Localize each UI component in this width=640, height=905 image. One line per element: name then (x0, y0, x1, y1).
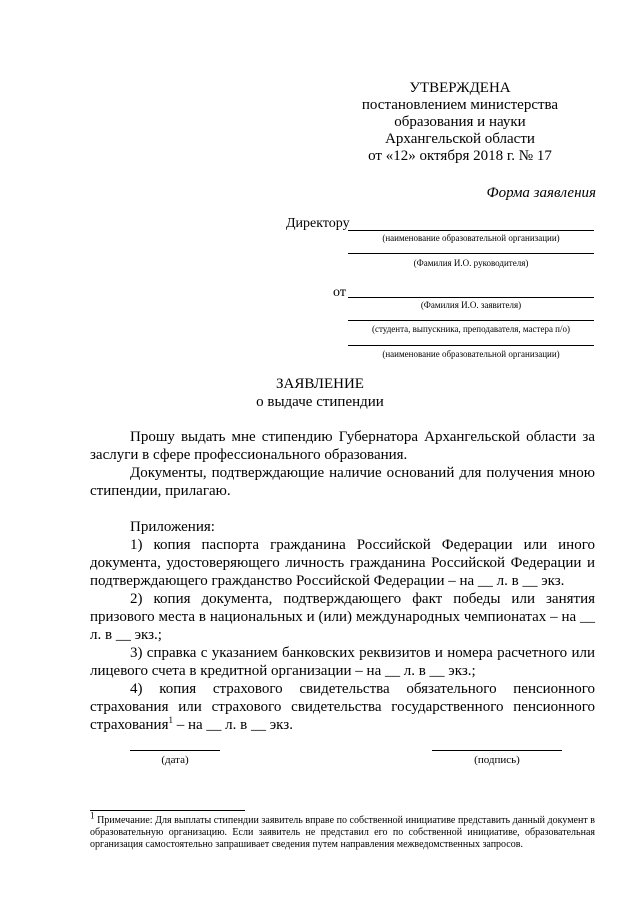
approval-line3: образования и науки (394, 114, 526, 130)
document-title: ЗАЯВЛЕНИЕ (276, 376, 364, 392)
attachment-item-3: 3) справка с указанием банковских реквизитов и номера расчетного или лицевого счета в кредитной организации – на __ л. в __ экз.; (90, 645, 595, 679)
signature-label: (подпись) (474, 754, 520, 766)
director-name-line[interactable] (348, 253, 594, 254)
form-label: Форма заявления (486, 185, 596, 201)
attachment-item-4-text: 4) копия страхового свидетельства обязательного пенсионного страхования или страхового свидетельства государственного пенсионного страхования (90, 681, 595, 733)
director-org-line[interactable] (348, 230, 594, 231)
attachment-item-2: 2) копия документа, подтверждающего факт победы или занятия призового места в национальных и (или) международных чемпионатах – на __ л. в __ экз.; (90, 591, 595, 643)
date-line[interactable] (130, 750, 220, 751)
footnote-mark: 1 (90, 810, 95, 821)
approval-line1: УТВЕРЖДЕНА (409, 80, 511, 96)
from-label: от (333, 285, 346, 300)
applicant-status-line[interactable] (348, 320, 594, 321)
attachment-item-4 (90, 680, 595, 734)
footnote (90, 810, 595, 851)
status-caption: (студента, выпускника, преподавателя, мастера п/о) (371, 324, 570, 334)
document-subtitle: о выдаче стипендии (256, 394, 384, 410)
applicant-org-line[interactable] (348, 345, 594, 346)
org-caption: (наименование образовательной организации) (382, 233, 560, 243)
attachments-label: Приложения: (130, 519, 215, 535)
body-text (90, 428, 595, 734)
signature-line[interactable] (432, 750, 562, 751)
approval-line4: Архангельской области (385, 131, 535, 147)
applicant-caption: (Фамилия И.О. заявителя) (420, 300, 522, 310)
footnote-reference: 1 (168, 715, 173, 725)
date-label: (дата) (161, 754, 189, 766)
footnote-text: Примечание: Для выплаты стипендии заявитель вправе по собственной инициативе представить данный документ в образовательную организацию. Если заявитель не представил его по собственной инициативе, образовательная организация самостоятельно запрашивает сведения путем направления межведомственных запросов. (90, 815, 595, 850)
approval-line2: постановлением министерства (361, 97, 559, 113)
to-label: Директору (286, 216, 350, 231)
approval-block (330, 80, 590, 165)
paragraph-request: Прошу выдать мне стипендию Губернатора Архангельской области за заслуги в сфере профессионального образования. (90, 429, 595, 463)
director-caption: (Фамилия И.О. руководителя) (413, 258, 529, 268)
attachment-item-4-tail: – на __ л. в __ экз. (172, 717, 293, 733)
footnote-separator (90, 810, 245, 811)
approval-line5: от «12» октября 2018 г. № 17 (368, 148, 552, 164)
paragraph-documents: Документы, подтверждающие наличие оснований для получения мною стипендии, прилагаю. (90, 465, 595, 499)
applicant-name-line[interactable] (348, 297, 594, 298)
applicant-org-caption: (наименование образовательной организации) (382, 349, 560, 359)
attachment-item-1: 1) копия паспорта гражданина Российской Федерации или иного документа, удостоверяющего личность гражданина Российской Федерации и подтверждающего гражданство Российской Федерации – на __ л. в __ экз. (90, 537, 595, 589)
